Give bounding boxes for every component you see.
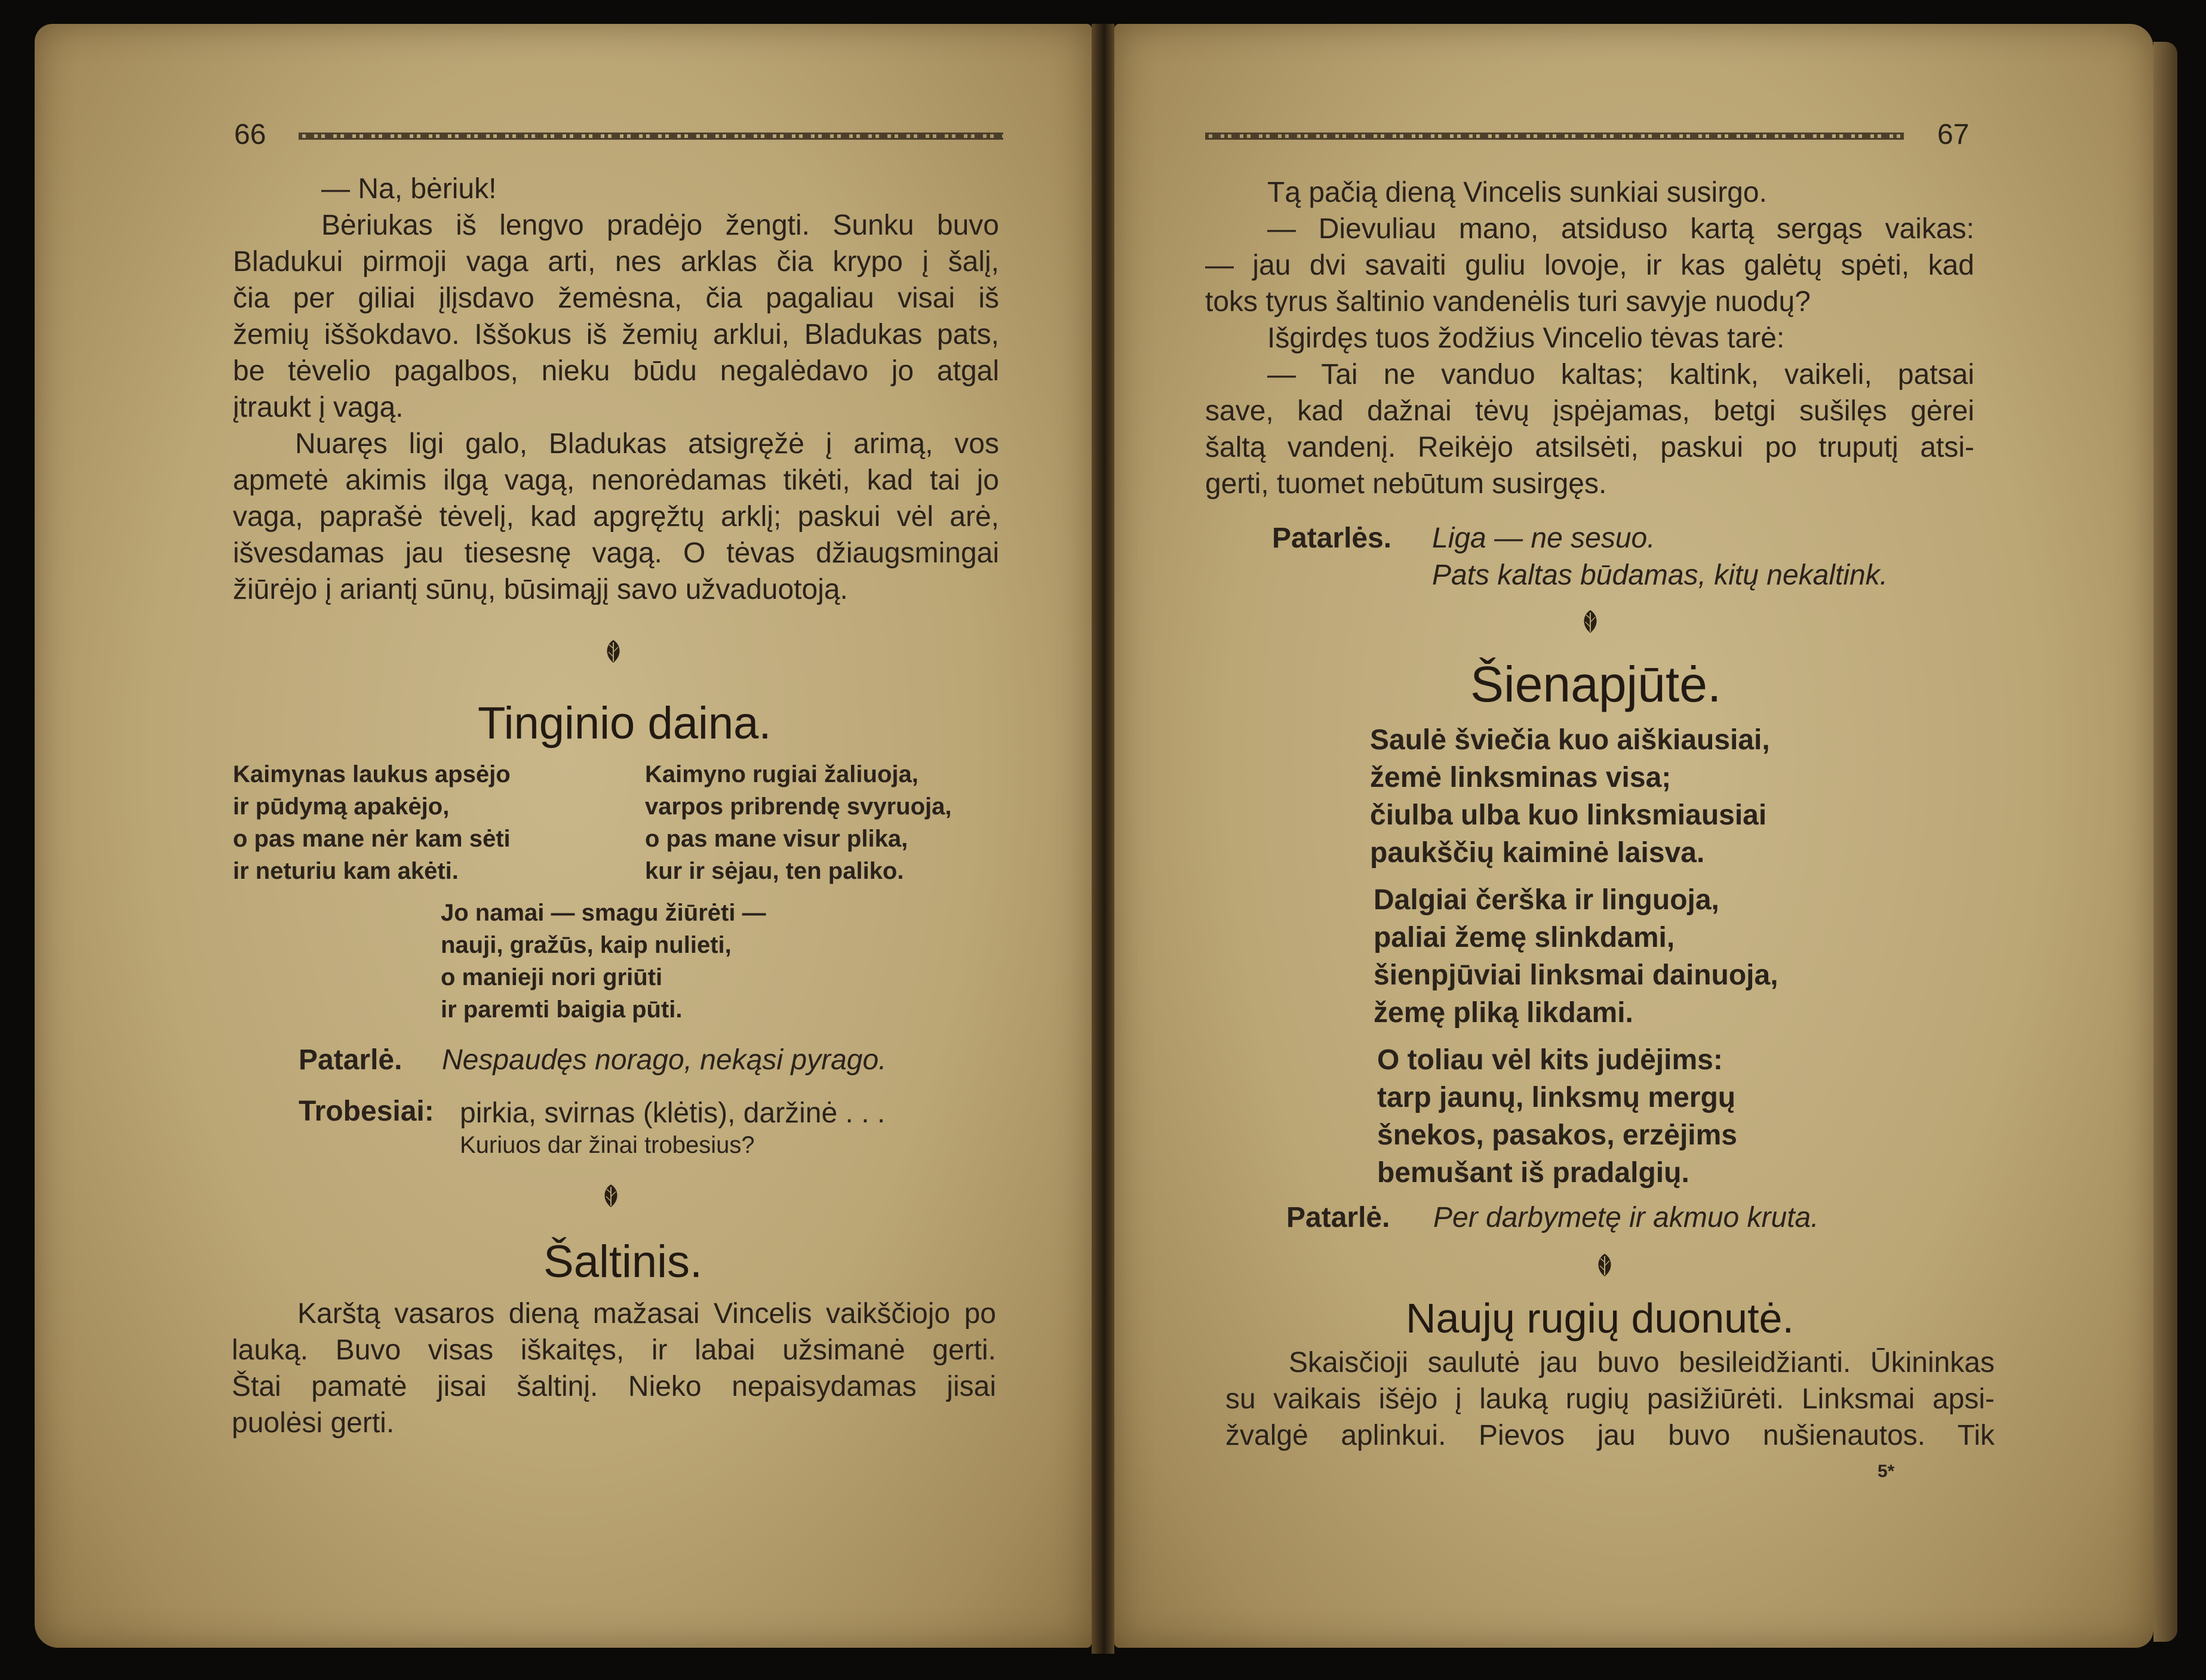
- poem-line: šienpjūviai linksmai dainuoja,: [1374, 959, 1778, 991]
- saltinis-title: Šaltinis.: [543, 1236, 703, 1287]
- tinginio-title: Tinginio daina.: [478, 698, 772, 749]
- text-line: be tėvelio pagalbos, nieku būdu negalėdavo jo atgal: [233, 355, 999, 387]
- leaf-ornament-icon: [603, 639, 623, 664]
- poem-line: paliai žemę slinkdami,: [1374, 922, 1675, 953]
- text-line: — jau dvi savaiti guliu lovoje, ir kas galėtų spėti, kad: [1205, 250, 1974, 281]
- poem-line: čiulba ulba kuo linksmiausiai: [1370, 799, 1767, 831]
- text-line: šaltą vandenį. Reikėjo atsilsėti, paskui po truputį atsi-: [1205, 432, 1974, 463]
- leaf-ornament-icon: [1594, 1253, 1615, 1278]
- text-line: Štai pamatė jisai šaltinį. Nieko nepaisydamas jisai: [232, 1371, 996, 1402]
- poem-line: žemė linksminas visa;: [1370, 762, 1672, 793]
- poem-line: Saulė šviečia kuo aiškiausiai,: [1370, 724, 1770, 756]
- proverb-text: Liga — ne sesuo.: [1432, 522, 1655, 554]
- duonute-title: Naujų rugių duonutė.: [1406, 1295, 1794, 1341]
- poem-line: šnekos, pasakos, erzėjims: [1377, 1119, 1737, 1151]
- right-header-rule: [1205, 133, 1904, 140]
- poem-line: varpos pribrendę svyruoja,: [645, 793, 952, 820]
- poem-line: Kaimyno rugiai žaliuoja,: [645, 761, 918, 787]
- proverb-label: Patarlė.: [299, 1044, 403, 1076]
- trobesiai-label: Trobesiai:: [299, 1096, 434, 1127]
- leaf-ornament-icon: [601, 1183, 621, 1208]
- poem-line: o manieji nori griūti: [441, 964, 663, 990]
- poem-line: Kaimynas laukus apsėjo: [233, 761, 511, 787]
- text-line: įtraukt į vagą.: [233, 392, 404, 423]
- leaf-ornament-icon: [1580, 609, 1600, 634]
- poem-line: ir neturiu kam akėti.: [233, 858, 459, 884]
- trobesiai-text: pirkia, svirnas (klėtis), daržinė . . .: [460, 1097, 886, 1129]
- poem-line: o pas mane visur plika,: [645, 826, 908, 852]
- text-line: žvalgė aplinkui. Pievos jau buvo nušienautos. Tik: [1225, 1420, 1995, 1451]
- text-line: vaga, paprašė tėvelį, kad apgręžtų arklį; paskui vėl arė,: [233, 501, 999, 533]
- right-page-number: 67: [1937, 119, 1970, 150]
- poem-line: Jo namai — smagu žiūrėti —: [441, 900, 766, 926]
- text-line: toks tyrus šaltinio vandenėlis turi savyje nuodų?: [1205, 286, 1811, 318]
- text-line: apmetė akimis ilgą vagą, nenorėdamas tikėti, kad tai jo: [233, 464, 999, 496]
- text-line: išvesdamas jau tiesesnę vagą. O tėvas džiaugsmingai: [233, 537, 999, 569]
- text-line: gerti, tuomet nebūtum susirgęs.: [1205, 468, 1607, 500]
- left-page-number: 66: [234, 119, 266, 150]
- proverb-text: Per darbymetę ir akmuo kruta.: [1433, 1202, 1819, 1233]
- trobesiai-question: Kuriuos dar žinai trobesius?: [460, 1132, 755, 1158]
- poem-line: o pas mane nėr kam sėti: [233, 826, 511, 852]
- text-line: — Na, bėriuk!: [321, 173, 497, 205]
- text-line: — Dievuliau mano, atsiduso kartą sergąs vaikas:: [1267, 213, 1974, 245]
- page-edge: [2153, 42, 2177, 1642]
- poem-line: tarp jaunų, linksmų mergų: [1377, 1082, 1736, 1113]
- poem-line: žemę pliką likdami.: [1374, 997, 1633, 1029]
- poem-line: ir paremti baigia pūti.: [441, 996, 683, 1023]
- left-header-rule: [299, 133, 1003, 140]
- sienapjute-title: Šienapjūtė.: [1470, 656, 1722, 712]
- poem-line: Dalgiai čerška ir linguoja,: [1374, 884, 1719, 916]
- signature-mark: 5*: [1878, 1461, 1895, 1481]
- proverb-text: Pats kaltas būdamas, kitų nekaltink.: [1432, 559, 1888, 591]
- proverb-text: Nespaudęs norago, nekąsi pyrago.: [442, 1044, 887, 1076]
- text-line: — Tai ne vanduo kaltas; kaltink, vaikeli, patsai: [1267, 359, 1974, 390]
- text-line: Išgirdęs tuos žodžius Vincelio tėvas tarė:: [1267, 322, 1785, 354]
- book-gutter: [1092, 24, 1114, 1654]
- text-line: lauką. Buvo visas iškaitęs, ir labai užsimanė gerti.: [232, 1334, 996, 1366]
- proverb-label: Patarlė.: [1286, 1202, 1390, 1233]
- text-line: su vaikais išėjo į lauką rugių pasižiūrėti. Linksmai apsi-: [1225, 1383, 1995, 1415]
- text-line: Nuaręs ligi galo, Bladukas atsigręžė į arimą, vos: [295, 428, 999, 460]
- text-line: žemių iššokdavo. Iššokus iš žemių arklui, Bladukas pats,: [233, 319, 999, 350]
- proverbs-label: Patarlės.: [1272, 522, 1392, 554]
- poem-line: kur ir sėjau, ten paliko.: [645, 858, 904, 884]
- text-line: Skaisčioji saulutė jau buvo besileidžianti. Ūkininkas: [1289, 1347, 1995, 1379]
- poem-line: ir pūdymą apakėjo,: [233, 793, 450, 820]
- text-line: Bėriukas iš lengvo pradėjo žengti. Sunku buvo: [321, 210, 999, 241]
- text-line: Karštą vasaros dieną mažasai Vincelis vaikščiojo po: [297, 1298, 996, 1330]
- text-line: čia per giliai įlįsdavo žemėsna, čia pagaliau visai iš: [233, 282, 999, 314]
- text-line: puolėsi gerti.: [232, 1407, 395, 1439]
- text-line: Bladukui pirmoji vaga arti, nes arklas čia krypo į šalį,: [233, 246, 999, 278]
- poem-line: O toliau vėl kits judėjims:: [1377, 1044, 1723, 1076]
- text-line: žiūrėjo į ariantį sūnų, būsimąjį savo užvaduotoją.: [233, 574, 848, 605]
- poem-line: bemušant iš pradalgių.: [1377, 1157, 1689, 1189]
- text-line: save, kad dažnai tėvų įspėjamas, betgi sušilęs gėrei: [1205, 395, 1974, 427]
- poem-line: nauji, gražūs, kaip nulieti,: [441, 932, 732, 958]
- poem-line: paukščių kaiminė laisva.: [1370, 837, 1705, 869]
- text-line: Tą pačią dieną Vincelis sunkiai susirgo.: [1267, 177, 1767, 208]
